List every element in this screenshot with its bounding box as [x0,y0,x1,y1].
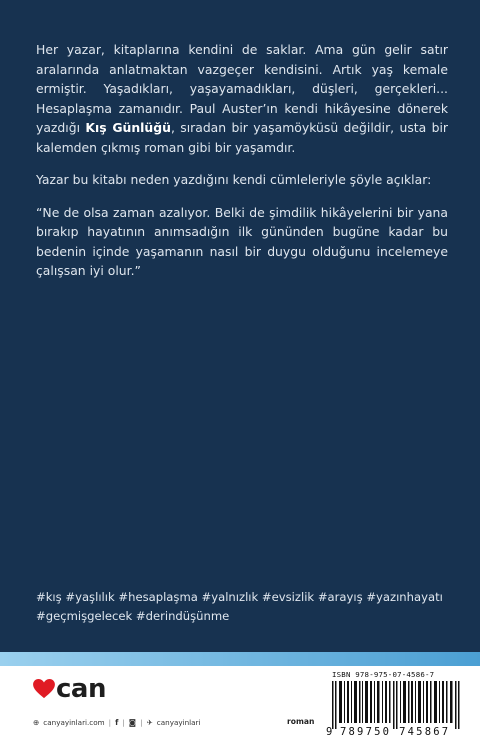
blurb-quote: “Ne de olsa zaman azalıyor. Belki de şimdilik hikâyelerini bir yana bırakıp hayatının anımsadığın ilk gününden bugüne kadar bu bedenin içinde yaşamanın nasıl bir duygu olduğunu incelemeye çalışsan iyi olur.” [36,204,448,278]
barcode-digits-group-1: 789750 [340,726,392,738]
heart-icon [33,679,55,699]
genre-label: roman [287,717,315,726]
divider: | [140,718,143,727]
facebook-icon[interactable]: f [115,718,119,727]
social-handle: canyayinlari [156,718,201,727]
blurb-p1-before: Her yazar, kitaplarına kendini de saklar. Ama gün gelir satır aralarında anlatmaktan vazgeçer kendisini. Artık yaş kemale ermiştir. Yaşadıkları, yaşayamadıkları, düşleri, gerçekleri... Hesaplaşma zamanıdır. Paul Auster’ın kendi hikâyesine dönerek yazdığı [36,42,448,135]
publisher-links [33,718,201,727]
blurb-paragraph-2: Yazar bu kitabı neden yazdığını kendi cümleleriyle şöyle açıklar: [36,172,432,187]
blue-strip [0,652,480,666]
divider: | [108,718,112,727]
instagram-icon[interactable]: ◙ [128,718,137,727]
barcode-digit-first: 9 [326,726,333,738]
barcode-digits [326,726,466,738]
hashtags-line-1: #kış #yaşlılık #hesaplaşma #yalnızlık #evsizlik #arayış #yazınhayatı [36,590,443,604]
isbn-label: ISBN 978-975-07-4586-7 [332,670,435,679]
blurb-text [36,40,448,294]
blurb-p1-after: , sıradan bir yaşamöyküsü değildir, usta bir kalemden çıkmış roman gibi bir yaşamdır. [36,120,448,155]
blurb-paragraph-1 [36,40,448,157]
divider: | [122,718,125,727]
globe-icon: ⊕ [33,718,40,727]
hashtags [36,588,456,626]
barcode-digits-group-2: 745867 [399,726,451,738]
website-link[interactable]: canyayinlari.com [43,718,105,727]
logo-wordmark: can [56,674,106,704]
hashtags-line-2: #geçmişgelecek #derindüşünme [36,609,230,623]
twitter-icon[interactable]: ✈ [146,718,153,727]
book-title: Kış Günlüğü [85,120,171,135]
barcode-bars [332,681,460,729]
publisher-logo [33,676,106,702]
barcode [326,670,466,745]
